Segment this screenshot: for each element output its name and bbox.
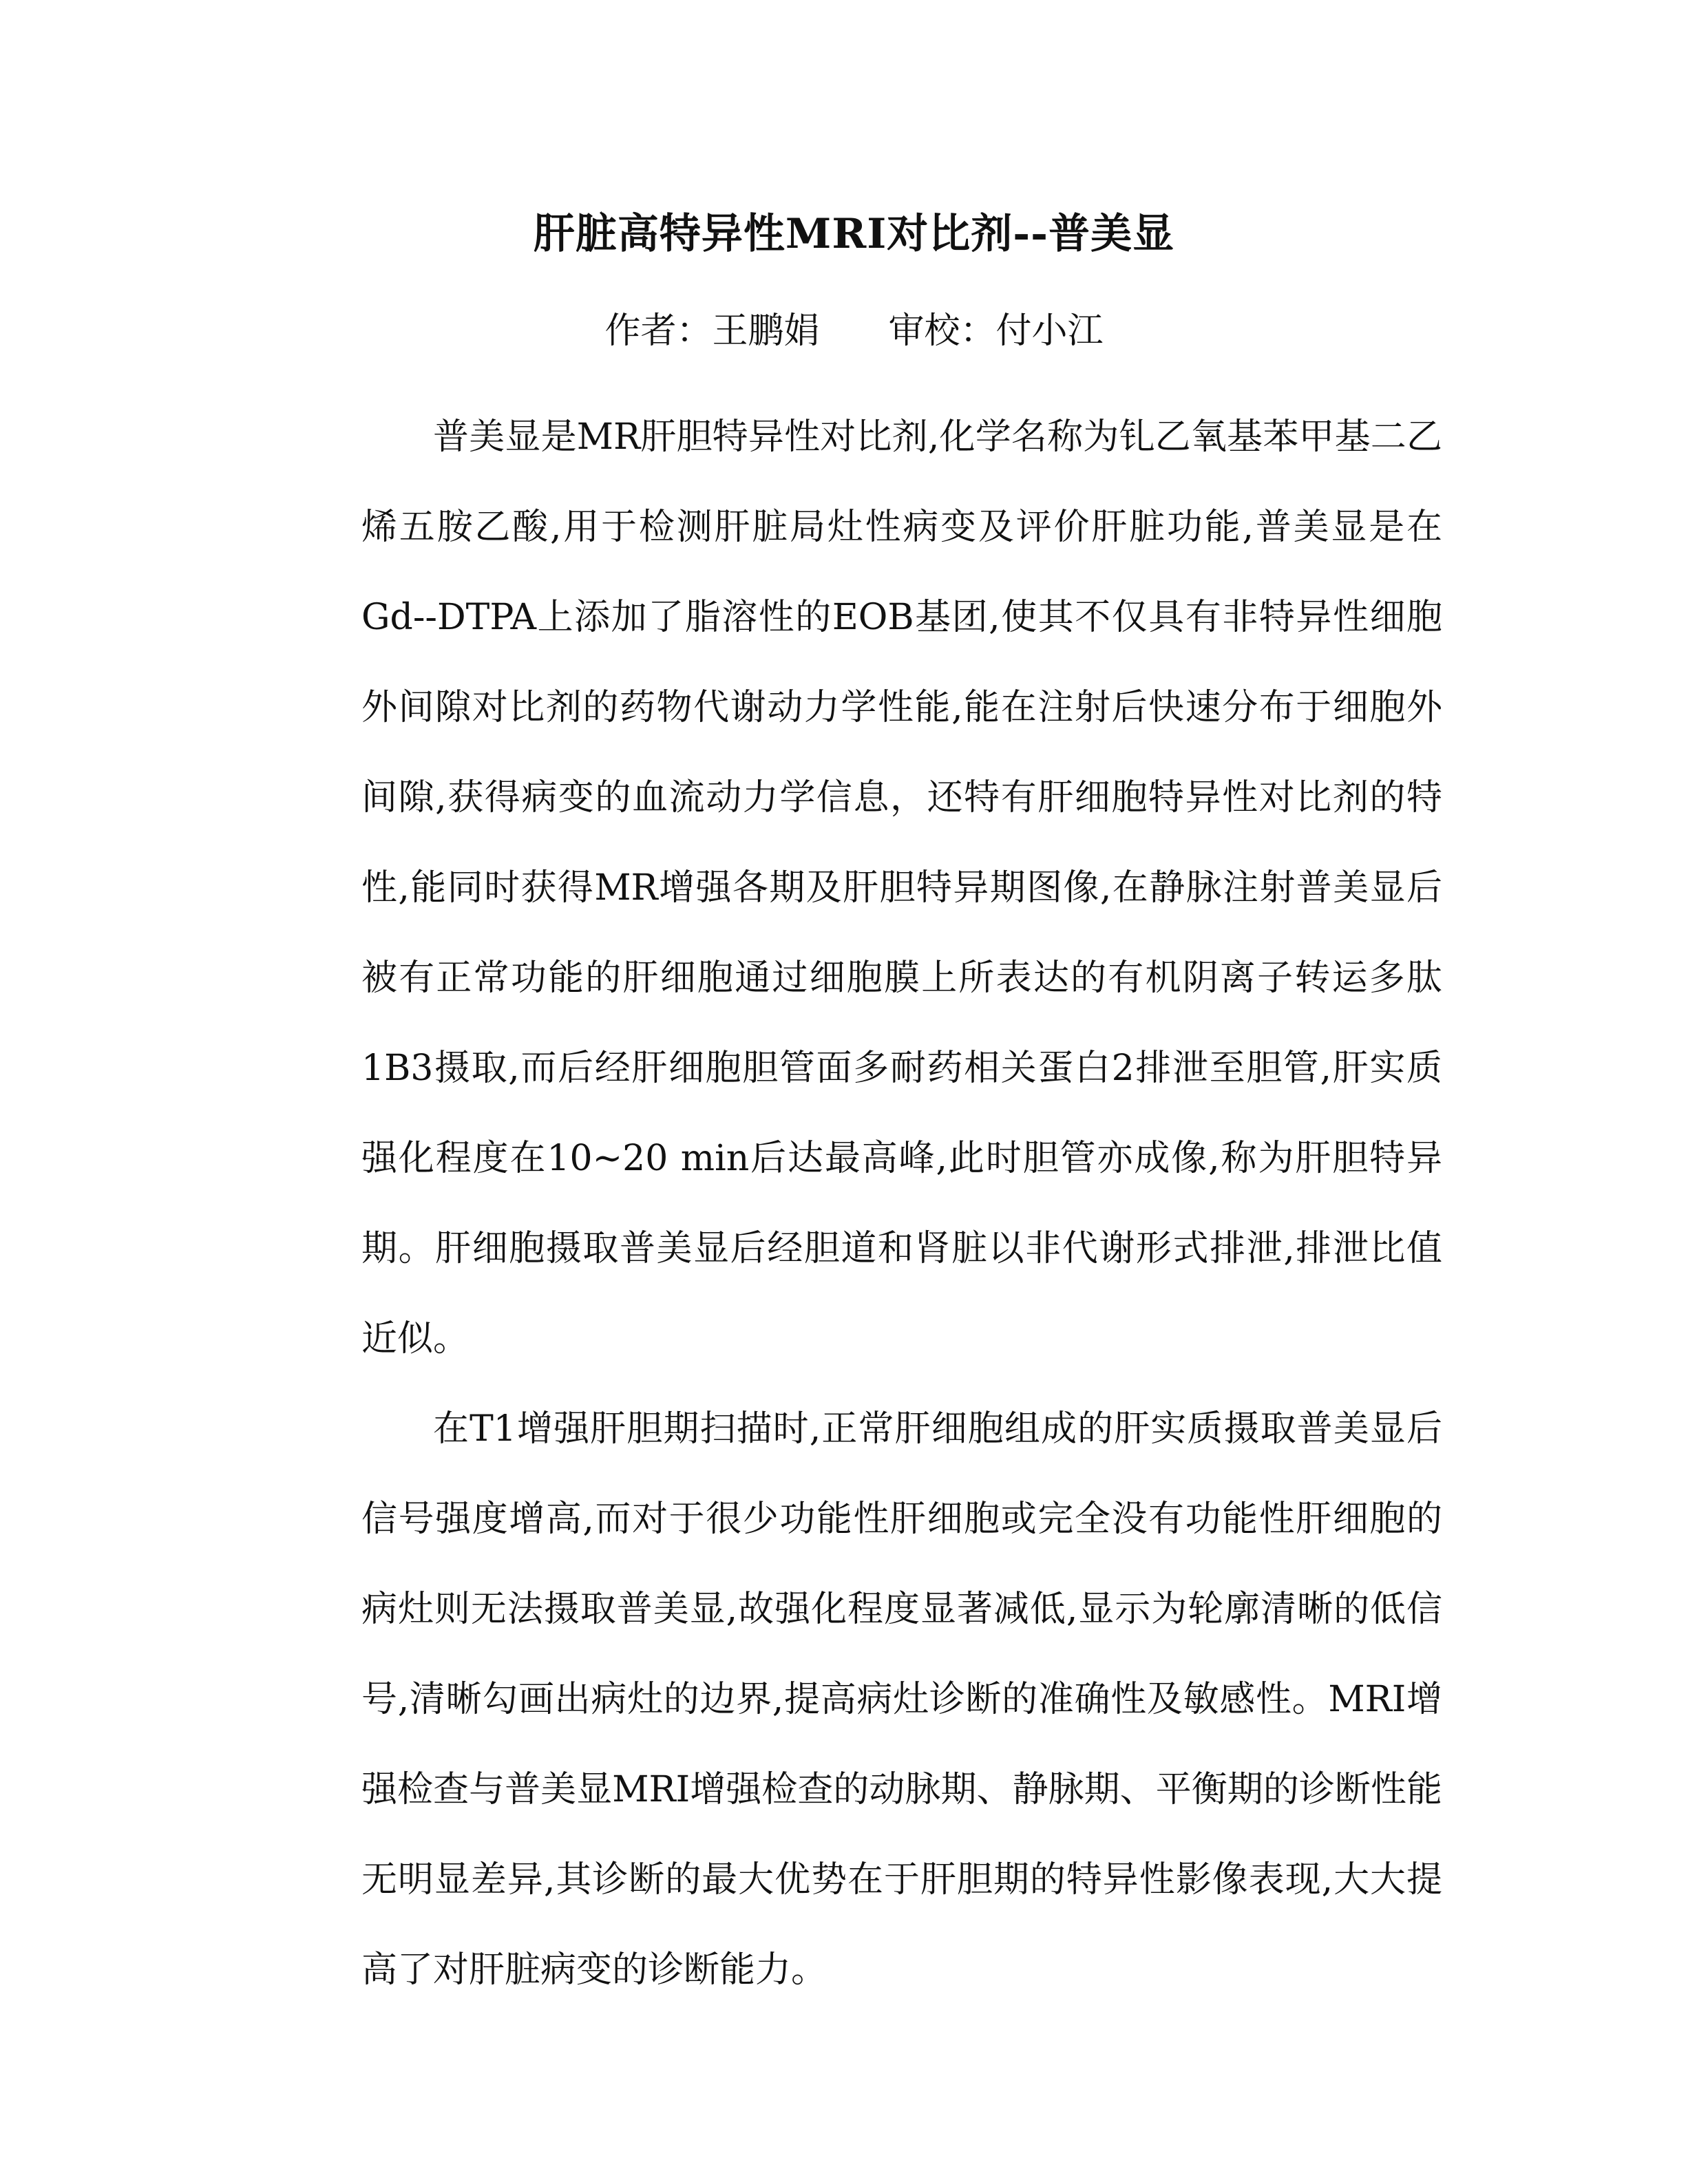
document-body xyxy=(361,392,1442,2015)
paragraph-1: 普美显是MR肝胆特异性对比剂,化学名称为钆乙氧基苯甲基二乙烯五胺乙酸,用于检测肝脏局灶性病变及评价肝脏功能,普美显是在Gd--DTPA上添加了脂溶性的EOB基团,使其不仅具有非特异性细胞外间隙对比剂的药物代谢动力学性能,能在注射后快速分布于细胞外间隙,获得病变的血流动力学信息，还特有肝细胞特异性对比剂的特性,能同时获得MR增强各期及肝胆特异期图像,在静脉注射普美显后被有正常功能的肝细胞通过细胞膜上所表达的有机阴离子转运多肽1B3摄取,而后经肝细胞胆管面多耐药相关蛋白2排泄至胆管,肝实质强化程度在10~20 min后达最高峰,此时胆管亦成像,称为肝胆特异期。肝细胞摄取普美显后经胆道和肾脏以非代谢形式排泄,排泄比值近似。 xyxy=(361,416,1442,1359)
byline xyxy=(0,310,1708,352)
paragraph-2: 在T1增强肝胆期扫描时,正常肝细胞组成的肝实质摄取普美显后信号强度增高,而对于很少功能性肝细胞或完全没有功能性肝细胞的病灶则无法摄取普美显,故强化程度显著减低,显示为轮廓清晰的低信号,清晰勾画出病灶的边界,提高病灶诊断的准确性及敏感性。MRI增强检查与普美显MRI增强检查的动脉期、静脉期、平衡期的诊断性能无明显差异,其诊断的最大优势在于肝胆期的特异性影像表现,大大提高了对肝脏病变的诊断能力。 xyxy=(361,1408,1442,1991)
author-label: 作者：王鹏娟 xyxy=(604,310,820,352)
document-title: 肝脏高特异性MRI对比剂--普美显 xyxy=(533,210,1175,258)
reviewer-label: 审校：付小江 xyxy=(888,310,1104,352)
